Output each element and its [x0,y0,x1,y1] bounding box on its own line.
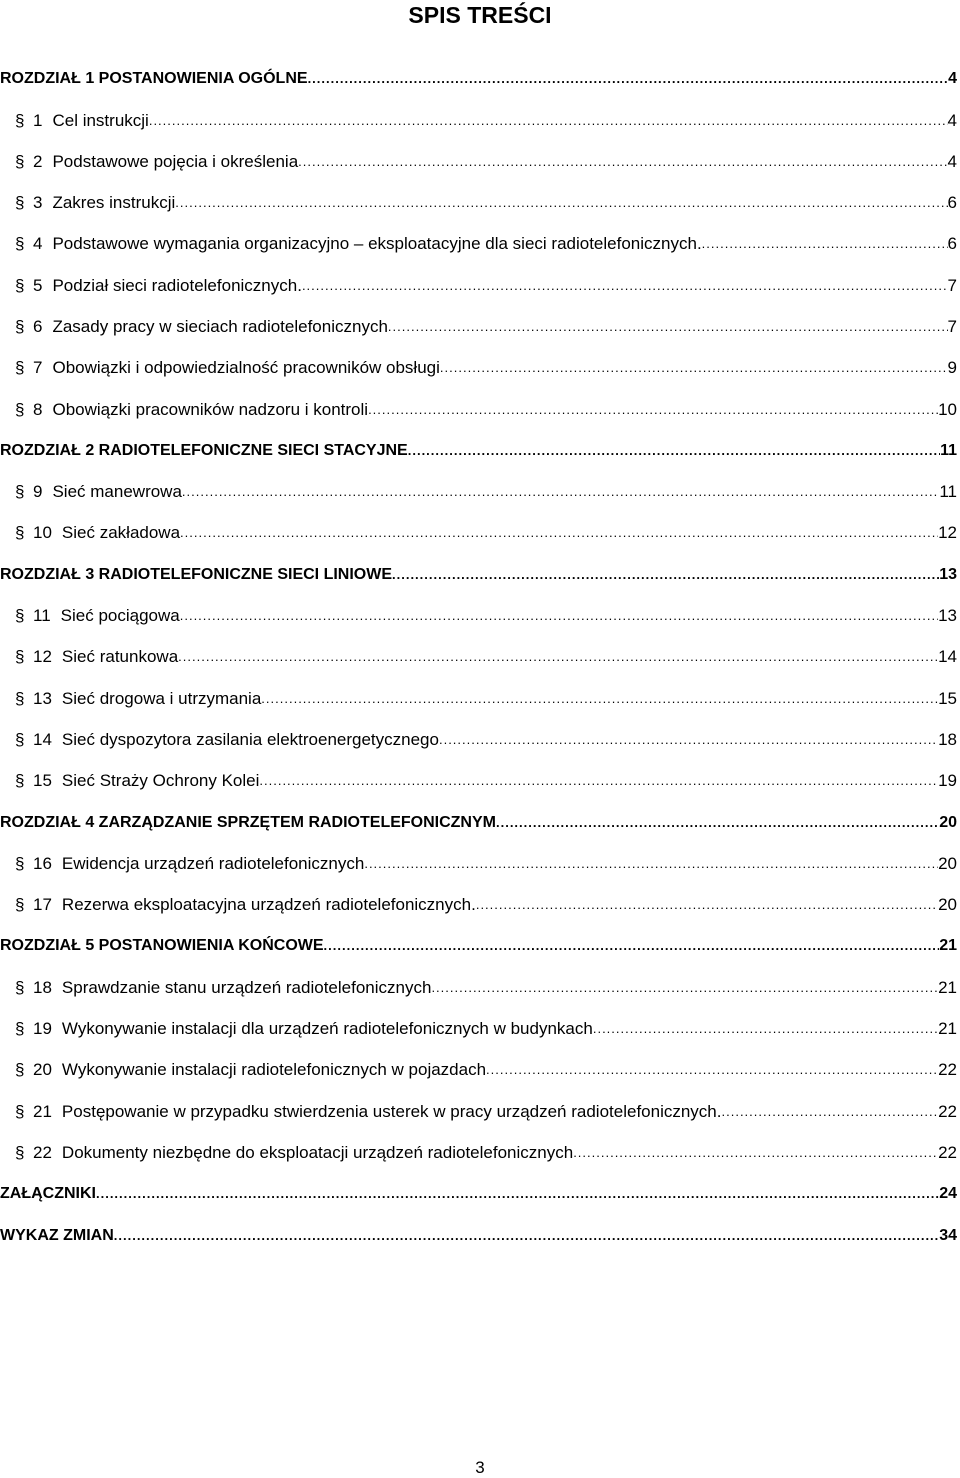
toc-entry-label [0,771,259,791]
section-sign: § [15,689,25,708]
section-number: 4 [33,234,43,253]
page-reference: 19 [938,771,957,790]
toc-section-entry[interactable] [0,1015,960,1039]
toc-section-entry[interactable] [0,478,960,502]
toc-entry-label [0,111,149,131]
toc-entry-label [0,1060,486,1080]
page-reference: 6 [947,193,957,212]
toc-section-entry[interactable] [0,396,960,420]
toc-entry-label [0,1143,573,1163]
section-sign: § [15,400,25,419]
toc-section-entry[interactable] [0,891,960,915]
toc-entry-label [0,523,180,543]
page-reference: 20 [938,854,957,873]
section-sign: § [15,1060,25,1079]
toc-entry-label [0,482,182,502]
toc-chapter-entry[interactable] [0,809,960,833]
dot-leader [302,276,948,296]
toc-entry-label [0,69,308,89]
section-number: 2 [33,152,43,171]
section-sign: § [15,647,25,666]
section-number: 9 [33,482,43,501]
dot-leader [298,152,947,172]
section-title: Wykonywanie instalacji radiotelefonicznych w pojazdach [61,1060,487,1079]
section-title: Cel instrukcji [52,111,149,130]
toc-section-entry[interactable] [0,519,960,543]
section-sign: § [15,152,25,171]
section-number: 18 [33,978,52,997]
section-sign: § [15,111,25,130]
section-title: Wykonywanie instalacji dla urządzeń radiotelefonicznych w budynkach [61,1019,593,1038]
section-number: 17 [33,895,52,914]
section-sign: § [15,358,25,377]
toc-chapter-entry[interactable] [0,437,960,461]
toc-entry-label [0,1184,96,1204]
section-sign: § [15,523,25,542]
dot-leader [388,317,948,337]
toc-entry-label [0,1019,593,1039]
toc-section-entry[interactable] [0,685,960,709]
page-title: SPIS TREŚCI [408,2,552,28]
section-number: 16 [33,854,52,873]
toc-chapter-entry[interactable] [0,1180,960,1204]
dot-leader [175,193,947,213]
dot-leader [259,771,938,791]
page-reference: 7 [947,317,957,336]
section-number: 15 [33,771,52,790]
toc-entry-label [0,854,364,874]
section-number: 3 [33,193,43,212]
toc-entry-label [0,606,180,626]
dot-leader [180,606,938,626]
toc-section-entry[interactable] [0,602,960,626]
toc-section-entry[interactable] [0,1056,960,1080]
chapter-title: ROZDZIAŁ 5 POSTANOWIENIA KOŃCOWE [0,937,324,954]
section-number: 13 [33,689,52,708]
chapter-title: ZAŁĄCZNIKI [0,1185,96,1202]
dot-leader [439,730,938,750]
page-number: 3 [475,1458,485,1477]
dot-leader [114,1226,939,1246]
toc-section-entry[interactable] [0,974,960,998]
page-reference: 20 [939,814,957,831]
toc-entry-label [0,565,392,585]
toc-section-entry[interactable] [0,1139,960,1163]
dot-leader [182,482,939,502]
chapter-title: WYKAZ ZMIAN [0,1227,114,1244]
dot-leader [722,1102,939,1122]
section-title: Podstawowe pojęcia i określenia [52,152,299,171]
dot-leader [178,647,938,667]
section-sign: § [15,317,25,336]
section-number: 11 [33,606,51,625]
section-number: 10 [33,523,52,542]
section-sign: § [15,771,25,790]
page-reference: 20 [938,895,957,914]
page-reference: 13 [938,606,957,625]
section-title: Postępowanie w przypadku stwierdzenia usterek w pracy urządzeń radiotelefonicznych. [61,1102,722,1121]
toc-entry-label [0,978,431,998]
dot-leader [593,1019,938,1039]
section-title: Sieć ratunkowa [61,647,179,666]
dot-leader [573,1143,938,1163]
section-title: Podstawowe wymagania organizacyjno – eksploatacyjne dla sieci radiotelefonicznych. [52,234,702,253]
page-reference: 4 [947,152,957,171]
section-sign: § [15,978,25,997]
toc-entry-label [0,895,476,915]
toc-chapter-entry[interactable] [0,1222,960,1246]
page-reference: 22 [938,1060,957,1079]
toc-chapter-entry[interactable] [0,65,960,89]
dot-leader [476,895,938,915]
toc-entry-label [0,1102,722,1122]
section-number: 5 [33,276,43,295]
chapter-title: ROZDZIAŁ 2 RADIOTELEFONICZNE SIECI STACYJNE [0,442,408,459]
chapter-title: ROZDZIAŁ 4 ZARZĄDZANIE SPRZĘTEM RADIOTELEFONICZNYM [0,814,496,831]
toc-section-entry[interactable] [0,148,960,172]
page-reference: 18 [938,730,957,749]
toc-entry-label [0,647,178,667]
toc-section-entry[interactable] [0,189,960,213]
dot-leader [368,400,938,420]
page-reference: 4 [948,70,957,87]
toc-entry-label [0,441,408,461]
toc-entry-label [0,234,702,254]
page-reference: 22 [938,1102,957,1121]
toc-entry-label [0,193,175,213]
section-title: Rezerwa eksploatacyjna urządzeń radiotelefonicznych. [61,895,476,914]
page-reference: 15 [938,689,957,708]
section-number: 12 [33,647,52,666]
section-sign: § [15,606,25,625]
toc-section-entry[interactable] [0,850,960,874]
section-title: Obowiązki pracowników nadzoru i kontroli [52,400,369,419]
section-title: Sieć zakładowa [61,523,181,542]
section-title: Zasady pracy w sieciach radiotelefonicznych [52,317,388,336]
page-reference: 24 [939,1185,957,1202]
section-sign: § [15,1143,25,1162]
page-reference: 34 [939,1227,957,1244]
toc-section-entry[interactable] [0,643,960,667]
page-reference: 22 [938,1143,957,1162]
toc-entry-label [0,689,261,709]
section-number: 22 [33,1143,52,1162]
page-reference: 11 [939,482,957,501]
dot-leader [431,978,938,998]
toc-section-entry[interactable] [0,272,960,296]
section-sign: § [15,234,25,253]
page-reference: 21 [939,937,957,954]
dot-leader [364,854,938,874]
toc-entry-label [0,730,439,750]
dot-leader [261,689,938,709]
toc-section-entry[interactable] [0,107,960,131]
section-title: Sieć dyspozytora zasilania elektroenergetycznego [61,730,439,749]
dot-leader [496,813,939,833]
section-number: 8 [33,400,43,419]
toc-section-entry[interactable] [0,767,960,791]
dot-leader [486,1060,938,1080]
page-reference: 11 [940,442,957,459]
section-title: Podział sieci radiotelefonicznych. [52,276,302,295]
page-reference: 21 [938,978,957,997]
page-reference: 21 [938,1019,957,1038]
section-sign: § [15,1102,25,1121]
section-sign: § [15,854,25,873]
section-number: 20 [33,1060,52,1079]
page-reference: 9 [947,358,957,377]
section-number: 19 [33,1019,52,1038]
section-sign: § [15,482,25,501]
dot-leader [180,523,938,543]
toc-entry-label [0,358,440,378]
section-number: 14 [33,730,52,749]
dot-leader [408,441,940,461]
toc-entry-label [0,276,302,296]
page-reference: 7 [947,276,957,295]
toc-entry-label [0,152,298,172]
section-number: 21 [33,1102,52,1121]
section-title: Sieć manewrowa [52,482,182,501]
toc-section-entry[interactable] [0,230,960,254]
page-reference: 10 [938,400,957,419]
section-title: Sieć pociągowa [60,606,180,625]
section-title: Obowiązki i odpowiedzialność pracowników obsługi [52,358,440,377]
chapter-title: ROZDZIAŁ 1 POSTANOWIENIA OGÓLNE [0,70,308,87]
toc-section-entry[interactable] [0,1098,960,1122]
toc-entry-label [0,936,324,956]
page-reference: 13 [939,566,957,583]
page-reference: 6 [947,234,957,253]
section-title: Sprawdzanie stanu urządzeń radiotelefonicznych [61,978,432,997]
toc-section-entry[interactable] [0,354,960,378]
page-reference: 4 [947,111,957,130]
dot-leader [440,358,948,378]
section-sign: § [15,276,25,295]
toc-entry-label [0,1226,114,1246]
toc-chapter-entry[interactable] [0,932,960,956]
toc-entry-label [0,400,368,420]
section-title: Sieć Straży Ochrony Kolei [61,771,260,790]
section-sign: § [15,895,25,914]
page-reference: 14 [938,647,957,666]
section-title: Dokumenty niezbędne do eksploatacji urządzeń radiotelefonicznych [61,1143,574,1162]
section-sign: § [15,193,25,212]
section-number: 6 [33,317,43,336]
chapter-title: ROZDZIAŁ 3 RADIOTELEFONICZNE SIECI LINIOWE [0,566,392,583]
toc-section-entry[interactable] [0,313,960,337]
dot-leader [149,111,948,131]
section-title: Sieć drogowa i utrzymania [61,689,262,708]
dot-leader [392,565,939,585]
section-number: 7 [33,358,43,377]
toc-chapter-entry[interactable] [0,561,960,585]
toc-entry-label [0,813,496,833]
dot-leader [324,936,940,956]
section-sign: § [15,730,25,749]
dot-leader [702,234,948,254]
toc-entry-label [0,317,388,337]
section-title: Ewidencja urządzeń radiotelefonicznych [61,854,365,873]
dot-leader [96,1184,939,1204]
toc-section-entry[interactable] [0,726,960,750]
dot-leader [308,69,949,89]
page-reference: 12 [938,523,957,542]
section-sign: § [15,1019,25,1038]
section-number: 1 [33,111,43,130]
section-title: Zakres instrukcji [52,193,176,212]
